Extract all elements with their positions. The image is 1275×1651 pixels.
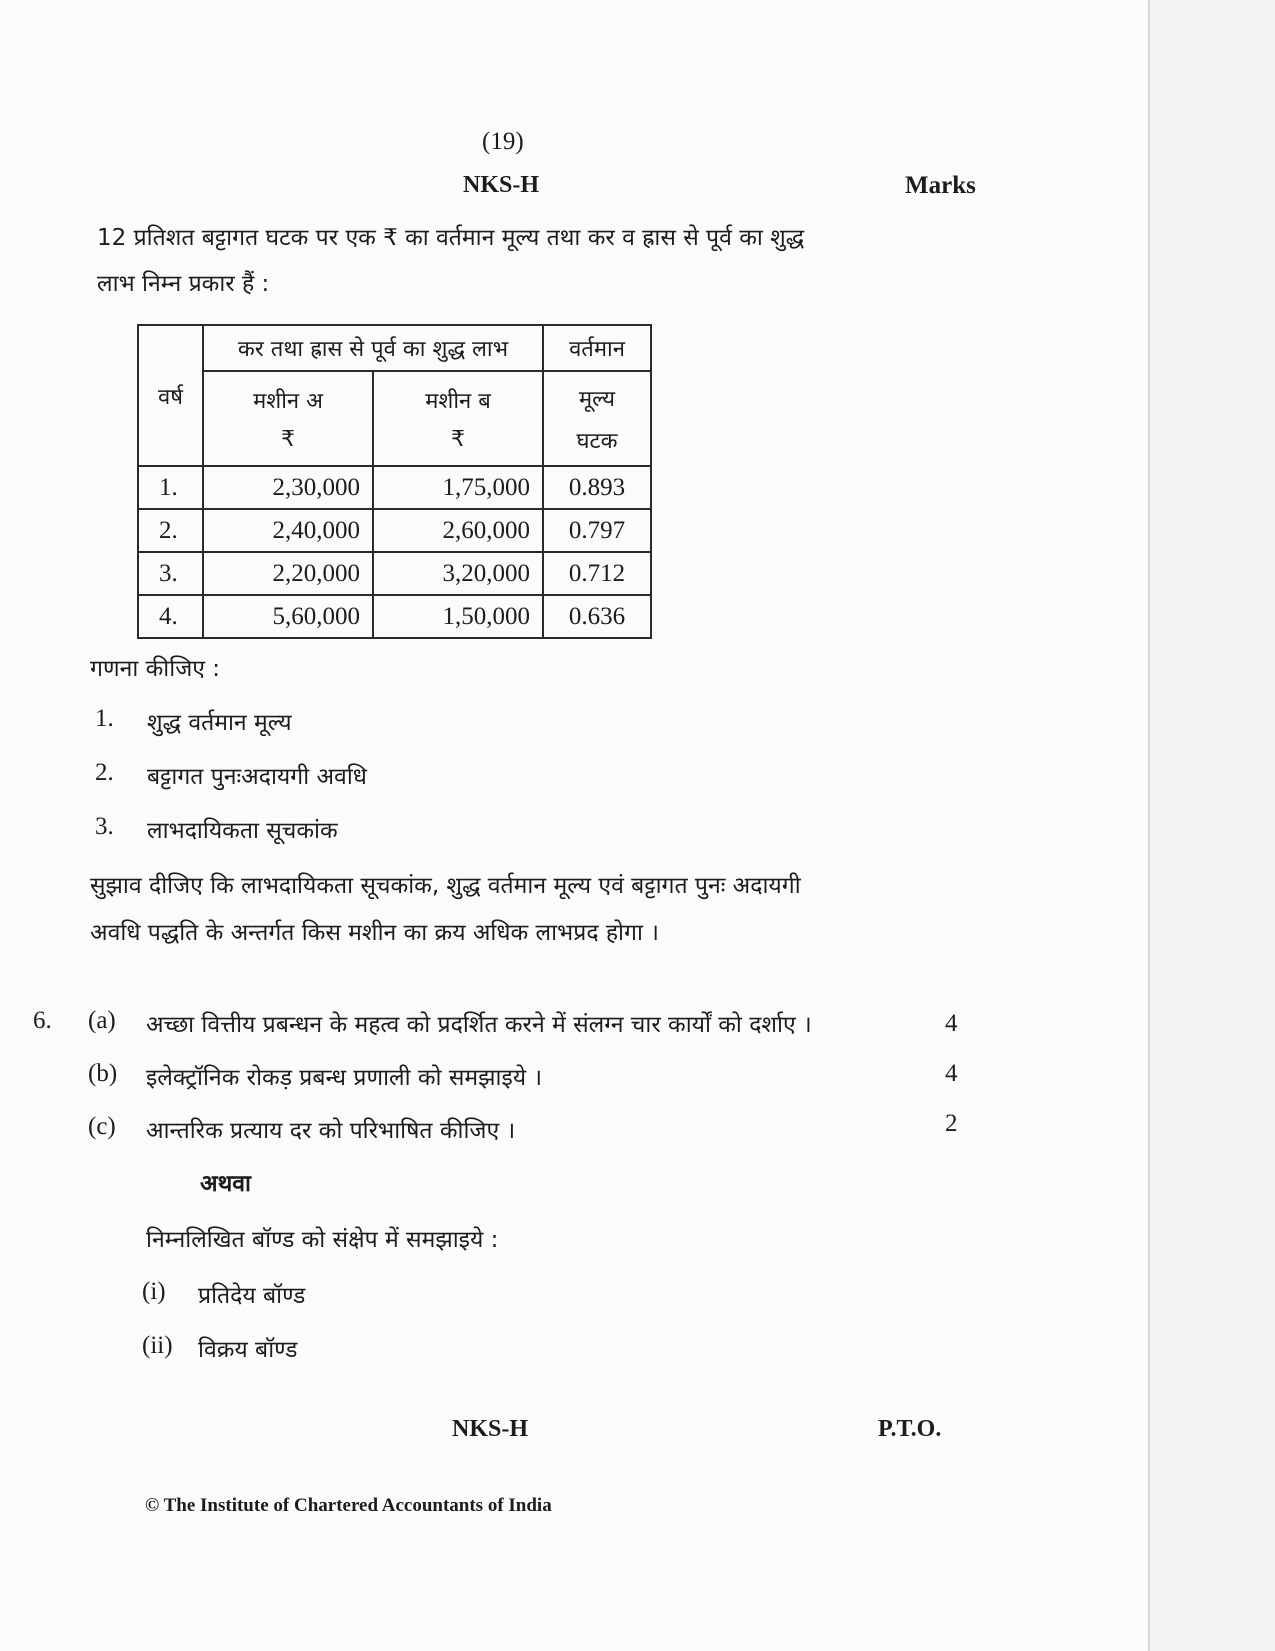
cell-machine-a: 2,40,000 [203,509,373,552]
suggest-line-1: सुझाव दीजिए कि लाभदायिकता सूचकांक, शुद्ध वर्तमान मूल्य एवं बट्टागत पुनः अदायगी [90,873,801,899]
part-label: (c) [88,1113,116,1140]
calc-item-no: 1. [95,705,114,732]
question-number: 6. [33,1007,52,1034]
part-label: (b) [88,1060,118,1087]
cell-year: 1. [138,466,203,509]
cell-machine-b: 1,50,000 [373,595,543,638]
cell-pv: 0.712 [543,552,651,595]
table-row [138,552,651,595]
bond-text: प्रतिदेय बॉण्ड [198,1283,306,1309]
profit-table [137,324,652,639]
table-row [138,466,651,509]
cell-machine-b: 2,60,000 [373,509,543,552]
cell-year: 2. [138,509,203,552]
calc-heading: गणना कीजिए : [90,656,221,682]
header-machine-b: मशीन ब ₹ [373,371,543,466]
footer-pto: P.T.O. [878,1416,942,1442]
cell-year: 3. [138,552,203,595]
intro-line-2: लाभ निम्न प्रकार हैं : [97,271,270,297]
table-row [138,509,651,552]
calc-item-text: लाभदायिकता सूचकांक [147,818,338,844]
intro-line-1: 12 प्रतिशत बट्टागत घटक पर एक ₹ का वर्तमान मूल्य तथा कर व ह्रास से पूर्व का शुद्ध [97,225,805,251]
calc-item-text: बट्टागत पुनःअदायगी अवधि [147,764,367,790]
part-text: आन्तरिक प्रत्याय दर को परिभाषित कीजिए । [146,1118,516,1144]
part-text: अच्छा वित्तीय प्रबन्धन के महत्व को प्रदर्शित करने में संलग्न चार कार्यों को दर्शाए । [146,1012,812,1038]
header-machine-a: मशीन अ ₹ [203,371,373,466]
cell-machine-b: 1,75,000 [373,466,543,509]
part-label: (a) [88,1007,116,1034]
cell-machine-a: 2,30,000 [203,466,373,509]
or-label: अथवा [200,1171,252,1197]
header-profit-group: कर तथा ह्रास से पूर्व का शुद्ध लाभ [203,325,543,371]
part-marks: 4 [945,1060,958,1087]
bond-text: विक्रय बॉण्ड [198,1337,298,1363]
cell-pv: 0.797 [543,509,651,552]
header-pv-2: मूल्य घटक [543,371,651,466]
table-row [138,595,651,638]
bond-label: (ii) [142,1332,173,1359]
header-year: वर्ष [138,325,203,466]
header-pv-1: वर्तमान [543,325,651,371]
cell-machine-a: 5,60,000 [203,595,373,638]
footer-code: NKS-H [452,1416,529,1442]
cell-pv: 0.893 [543,466,651,509]
cell-machine-a: 2,20,000 [203,552,373,595]
cell-pv: 0.636 [543,595,651,638]
part-text: इलेक्ट्रॉनिक रोकड़ प्रबन्ध प्रणाली को समझाइये । [146,1065,543,1091]
calc-item-no: 2. [95,759,114,786]
marks-label: Marks [905,172,976,199]
part-marks: 4 [945,1010,958,1037]
cell-machine-b: 3,20,000 [373,552,543,595]
calc-item-no: 3. [95,813,114,840]
or-text: निम्नलिखित बॉण्ड को संक्षेप में समझाइये : [146,1227,499,1253]
copyright: © The Institute of Chartered Accountants of India [145,1495,552,1516]
page-number: (19) [482,128,524,155]
part-marks: 2 [945,1110,958,1137]
suggest-line-2: अवधि पद्धति के अन्तर्गत किस मशीन का क्रय अधिक लाभप्रद होगा । [90,920,659,946]
cell-year: 4. [138,595,203,638]
calc-item-text: शुद्ध वर्तमान मूल्य [147,710,292,736]
bond-label: (i) [142,1278,166,1305]
paper-code: NKS-H [463,172,540,198]
